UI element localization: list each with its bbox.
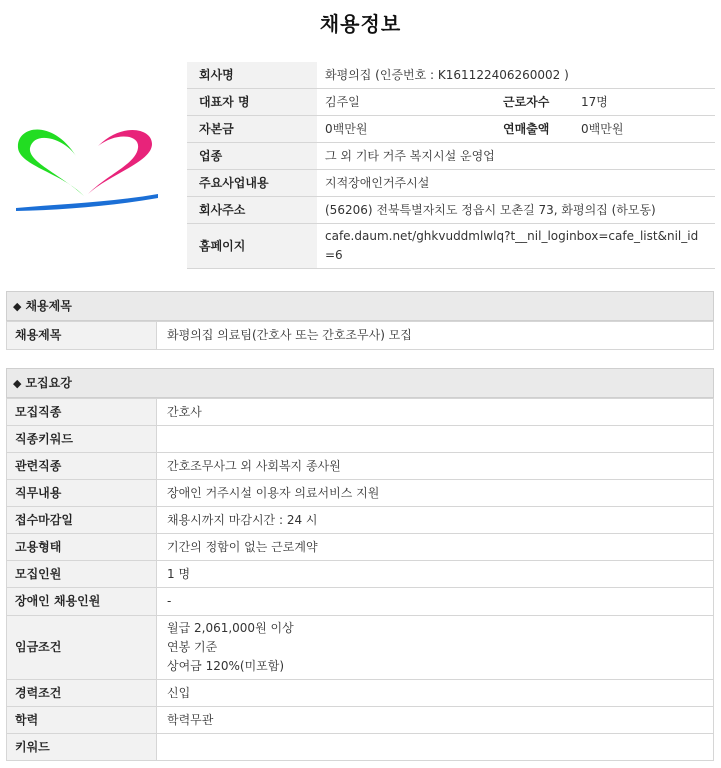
req-label-keyword-job: 직종키워드	[7, 426, 157, 453]
wage-line-annual: 연봉 기준	[167, 640, 218, 654]
requirements-table	[6, 398, 714, 761]
workers-label: 근로자수	[495, 89, 573, 116]
company-name-value: 화평의집 (인증번호 : K161122406260002 )	[317, 62, 715, 89]
req-label-duty: 직무내용	[7, 480, 157, 507]
req-row-related	[7, 453, 714, 480]
recruit-title-header-text: 채용제목	[25, 299, 72, 313]
req-value-related: 간호조무사그 외 사회복지 종사원	[157, 453, 714, 480]
req-label-deadline: 접수마감일	[7, 507, 157, 534]
company-row-business	[187, 170, 715, 197]
recruit-title-table	[6, 321, 714, 350]
req-row-disabled	[7, 588, 714, 616]
req-label-career: 경력조건	[7, 680, 157, 707]
company-name-label: 회사명	[187, 62, 317, 89]
req-value-keyword	[157, 734, 714, 761]
req-value-keyword-job	[157, 426, 714, 453]
req-row-keyword	[7, 734, 714, 761]
req-label-related: 관련직종	[7, 453, 157, 480]
ceo-value: 김주일	[317, 89, 495, 116]
req-row-wage	[7, 616, 714, 680]
req-label-disabled: 장애인 채용인원	[7, 588, 157, 616]
company-row-industry	[187, 143, 715, 170]
business-label: 주요사업내용	[187, 170, 317, 197]
diamond-icon: ◆	[13, 300, 22, 313]
requirements-header	[6, 368, 714, 398]
diamond-icon: ◆	[13, 377, 22, 390]
sales-label: 연매출액	[495, 116, 573, 143]
req-label-education: 학력	[7, 707, 157, 734]
req-row-keyword-job	[7, 426, 714, 453]
req-label-headcount: 모집인원	[7, 561, 157, 588]
address-label: 회사주소	[187, 197, 317, 224]
company-row-name	[187, 62, 715, 89]
industry-value: 그 외 기타 거주 복지시설 운영업	[317, 143, 715, 170]
recruit-title-header	[6, 291, 714, 321]
homepage-link[interactable]: cafe.daum.net/ghkvuddmlwlq?t__nil_loginbox=cafe_list&nil_id=6	[317, 224, 715, 269]
industry-label: 업종	[187, 143, 317, 170]
req-label-job: 모집직종	[7, 399, 157, 426]
req-label-keyword: 키워드	[7, 734, 157, 761]
req-value-job: 간호사	[157, 399, 714, 426]
requirements-section	[6, 368, 714, 761]
business-value: 지적장애인거주시설	[317, 170, 715, 197]
workers-value: 17명	[573, 89, 715, 116]
req-row-education	[7, 707, 714, 734]
company-info-table	[187, 62, 715, 269]
req-value-deadline: 채용시까지 마감시간 : 24 시	[157, 507, 714, 534]
ceo-label: 대표자 명	[187, 89, 317, 116]
req-row-headcount	[7, 561, 714, 588]
company-row-address	[187, 197, 715, 224]
req-row-duty	[7, 480, 714, 507]
req-value-duty: 장애인 거주시설 이용자 의료서비스 지원	[157, 480, 714, 507]
req-row-employment	[7, 534, 714, 561]
capital-label: 자본금	[187, 116, 317, 143]
page-title: 채용정보	[319, 12, 402, 36]
capital-value: 0백만원	[317, 116, 495, 143]
logo-blue-stroke	[16, 194, 158, 211]
req-value-education: 학력무관	[157, 707, 714, 734]
req-value-career: 신입	[157, 680, 714, 707]
req-row-job	[7, 399, 714, 426]
sales-value: 0백만원	[573, 116, 715, 143]
req-row-career	[7, 680, 714, 707]
company-row-ceo	[187, 89, 715, 116]
req-value-disabled: -	[157, 588, 714, 616]
logo-green-stroke	[18, 130, 84, 197]
requirements-header-text: 모집요강	[25, 376, 72, 390]
req-label-employment: 고용형태	[7, 534, 157, 561]
recruit-title-row	[7, 322, 714, 350]
logo-pink-stroke	[88, 130, 152, 194]
recruit-title-section	[6, 291, 714, 350]
req-value-headcount: 1 명	[157, 561, 714, 588]
address-value: (56206) 전북특별자치도 정읍시 모촌길 73, 화평의집 (하모동)	[317, 197, 715, 224]
wage-line-monthly: 월급 2,061,000원 이상	[167, 621, 294, 635]
company-row-capital	[187, 116, 715, 143]
req-value-employment: 기간의 정함이 없는 근로계약	[157, 534, 714, 561]
heart-logo	[12, 118, 162, 216]
company-row-homepage	[187, 224, 715, 269]
recruit-title-label: 채용제목	[7, 322, 157, 350]
homepage-label: 홈페이지	[187, 224, 317, 269]
req-value-wage	[157, 616, 714, 680]
wage-line-bonus: 상여금 120%(미포함)	[167, 659, 285, 673]
recruit-title-value: 화평의집 의료팀(간호사 또는 간호조무사) 모집	[157, 322, 714, 350]
req-label-wage: 임금조건	[7, 616, 157, 680]
req-row-deadline	[7, 507, 714, 534]
